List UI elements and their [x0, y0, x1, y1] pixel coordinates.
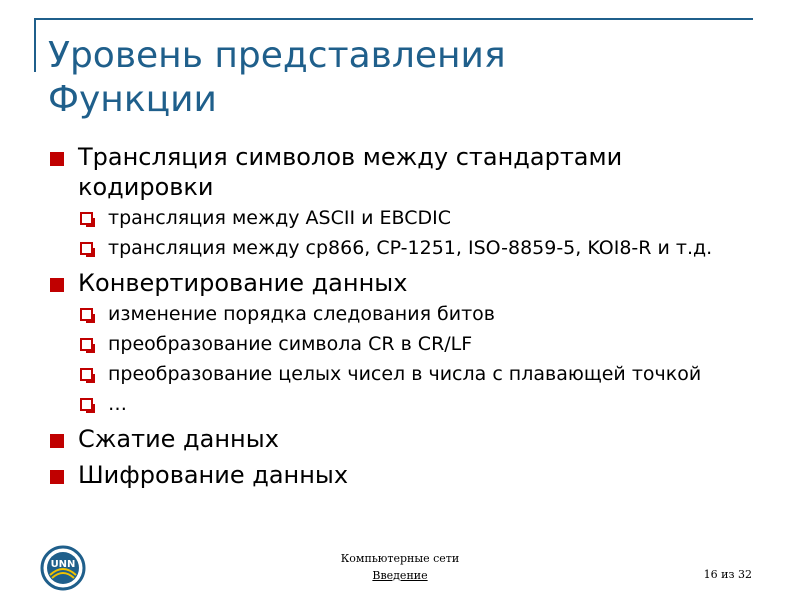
- sub-list-item: преобразование целых чисел в числа с плавающей точкой: [48, 362, 748, 386]
- title-line-2: Функции: [48, 79, 217, 120]
- title-line-1: Уровень представления: [48, 35, 506, 76]
- list-item: Трансляция символов между стандартами кодировки: [48, 142, 748, 202]
- checkbox-bullet-icon: [80, 242, 93, 255]
- square-bullet-icon: [50, 278, 64, 292]
- checkbox-bullet-icon: [80, 398, 93, 411]
- university-logo-icon: [40, 545, 86, 591]
- square-bullet-icon: [50, 434, 64, 448]
- checkbox-bullet-icon: [80, 368, 93, 381]
- frame-top-line: [34, 18, 753, 20]
- square-bullet-icon: [50, 152, 64, 166]
- checkbox-bullet-icon: [80, 338, 93, 351]
- slide-title: [48, 34, 748, 122]
- sub-list-item: …: [48, 392, 748, 416]
- checkbox-bullet-icon: [80, 308, 93, 321]
- page-number: 16 из 32: [703, 568, 752, 581]
- logo-text: UNN: [50, 559, 76, 570]
- list-item: Шифрование данных: [48, 460, 748, 490]
- sub-list-item: преобразование символа CR в CR/LF: [48, 332, 748, 356]
- sub-list-item: трансляция между cp866, CP-1251, ISO-8859-5, KOI8-R и т.д.: [48, 236, 748, 260]
- footer-section: Введение: [372, 569, 428, 582]
- checkbox-bullet-icon: [80, 212, 93, 225]
- footer-course: Компьютерные сети: [340, 552, 460, 565]
- frame-left-line: [34, 18, 36, 72]
- sub-list-item: изменение порядка следования битов: [48, 302, 748, 326]
- square-bullet-icon: [50, 470, 64, 484]
- list-item: Конвертирование данных: [48, 268, 748, 298]
- bullet-list: [48, 142, 748, 490]
- list-item: Сжатие данных: [48, 424, 748, 454]
- sub-list-item: трансляция между ASCII и EBCDIC: [48, 206, 748, 230]
- footer-caption: [300, 550, 500, 584]
